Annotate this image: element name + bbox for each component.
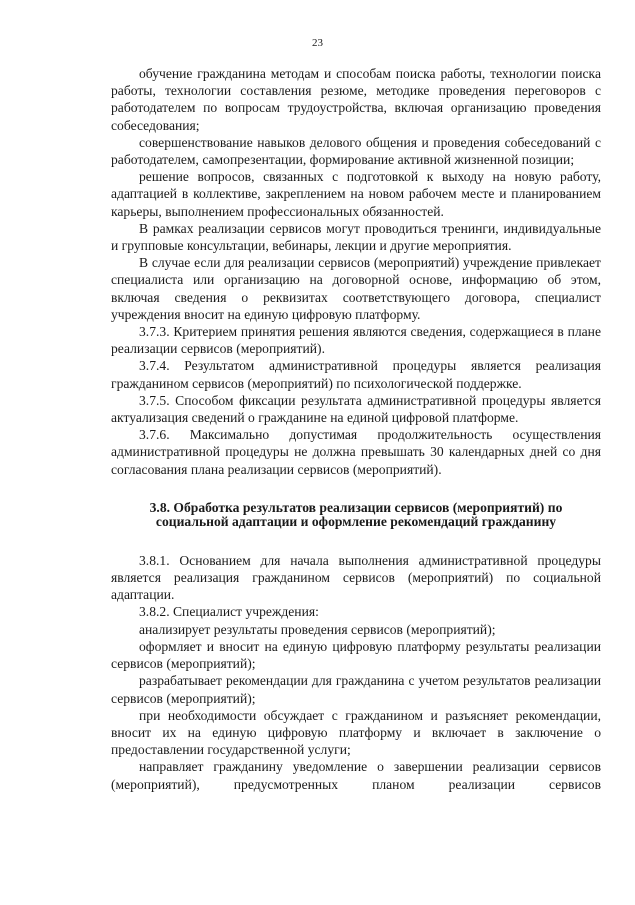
- paragraph: В рамках реализации сервисов могут проводиться тренинги, индивидуальные и групповые консультации, вебинары, лекции и другие мероприятия.: [111, 220, 601, 254]
- paragraph: обучение гражданина методам и способам поиска работы, технологии поиска работы, технологии составления резюме, методике проведения переговоров с работодателем по вопросам трудоустройства, включая организацию проведения собеседования;: [111, 66, 601, 133]
- paragraph: анализирует результаты проведения сервисов (мероприятий);: [139, 621, 496, 637]
- paragraph: В случае если для реализации сервисов (мероприятий) учреждение привлекает специалиста или организацию на договорной основе, информацию об этом, включая сведения о реквизитах соответствующего договора, специалист учреждения вносит на единую цифровую платформу.: [111, 255, 601, 322]
- paragraph: 3.8.2. Специалист учреждения:: [139, 604, 319, 620]
- document-body: [111, 65, 601, 793]
- paragraph: 3.7.6. Максимально допустимая продолжительность осуществления административной процедуры не должна превышать 30 календарных дней со дня согласования плана реализации сервисов (мероприятий).: [111, 427, 601, 477]
- paragraph: оформляет и вносит на единую цифровую платформу результаты реализации сервисов (мероприятий);: [111, 638, 601, 672]
- paragraph: 3.7.3. Критерием принятия решения являются сведения, содержащиеся в плане реализации сервисов (мероприятий).: [111, 324, 601, 357]
- paragraph: разрабатывает рекомендации для гражданина с учетом результатов реализации сервисов (мероприятий);: [111, 673, 601, 706]
- paragraph: при необходимости обсуждает с гражданином и разъясняет рекомендации, вносит их на единую цифровую платформу и включает в заключение о предоставлении государственной услуги;: [111, 707, 601, 758]
- paragraph: 3.8.1. Основанием для начала выполнения административной процедуры является реализация гражданином сервисов (мероприятий) по социальной адаптации.: [111, 552, 601, 603]
- paragraph: решение вопросов, связанных с подготовкой к выходу на новую работу, адаптацией в коллективе, закреплением на новом рабочем месте и планированием карьеры, выполнением профессиональных обязанностей.: [111, 169, 601, 219]
- paragraph: 3.7.4. Результатом административной процедуры является реализация гражданином сервисов (мероприятий) по психологической поддержке.: [111, 358, 601, 391]
- paragraph: 3.7.5. Способом фиксации результата административной процедуры является актуализация сведений о гражданине на единой цифровой платформе.: [111, 392, 601, 426]
- paragraph: направляет гражданину уведомление о завершении реализации сервисов (мероприятий), предусмотренных планом реализации сервисов: [111, 759, 601, 792]
- page-number: 23: [312, 37, 323, 49]
- section-heading: 3.8. Обработка результатов реализации сервисов (мероприятий) по социальной адаптации и оформление рекомендаций гражданину: [149, 499, 563, 530]
- paragraph: совершенствование навыков делового общения и проведения собеседований с работодателем, самопрезентации, формирование активной жизненной позиции;: [111, 134, 601, 168]
